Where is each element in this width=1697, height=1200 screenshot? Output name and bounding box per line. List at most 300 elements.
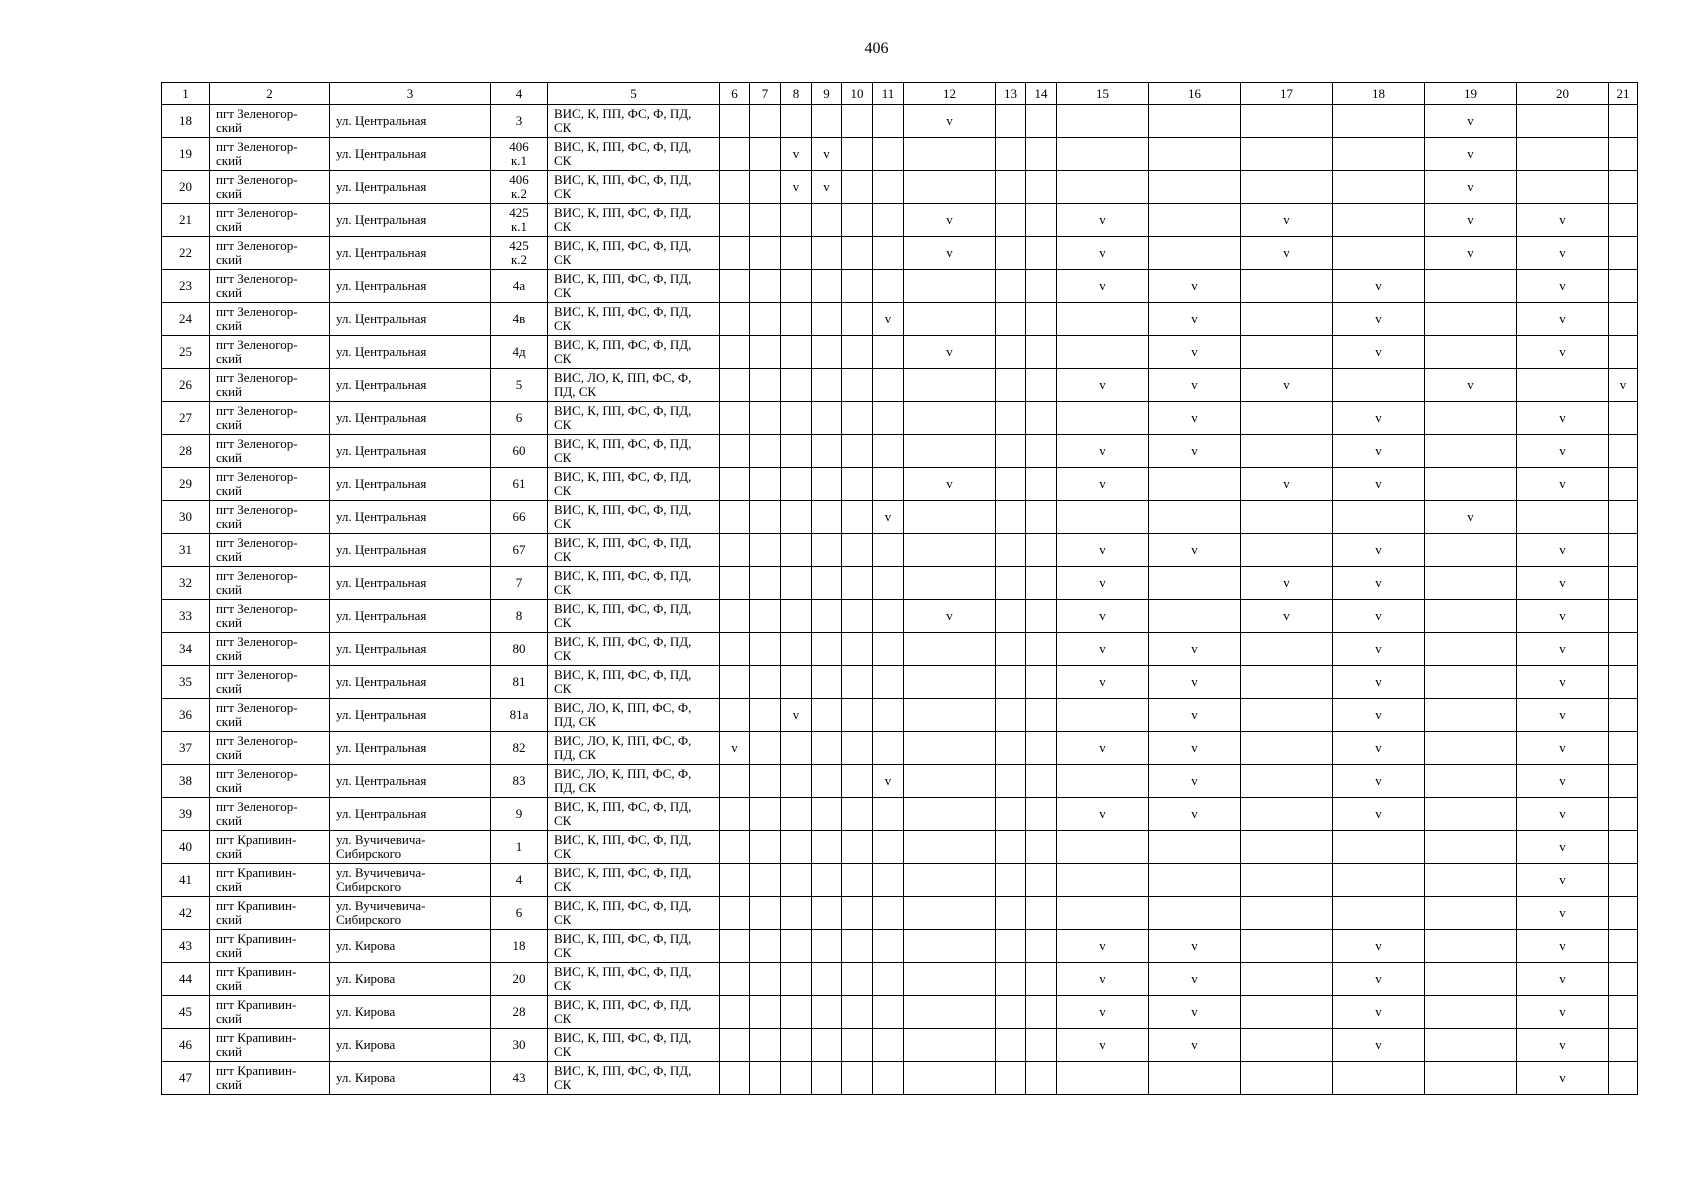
mark-cell-col-18: v [1333,1029,1425,1062]
mark-cell-col-15: v [1057,930,1149,963]
mark-cell-col-8 [781,1029,812,1062]
mark-cell-col-9 [812,765,842,798]
mark-cell-col-19 [1425,336,1517,369]
street-cell: ул. Центральная [330,270,491,303]
mark-cell-col-20 [1517,138,1609,171]
settlement-cell: пгт Зеленогор- ский [210,633,330,666]
mark-cell-col-10 [842,600,873,633]
mark-cell-col-21 [1609,963,1638,996]
mark-cell-col-11 [873,732,904,765]
objects-cell: ВИС, К, ПП, ФС, Ф, ПД, СК [548,567,720,600]
street-cell: ул. Центральная [330,105,491,138]
street-cell: ул. Вучичевича- Сибирского [330,897,491,930]
objects-cell: ВИС, К, ПП, ФС, Ф, ПД, СК [548,534,720,567]
mark-cell-col-17 [1241,435,1333,468]
mark-cell-col-17 [1241,699,1333,732]
mark-cell-col-8 [781,369,812,402]
mark-cell-col-7 [750,864,781,897]
mark-cell-col-6 [720,765,750,798]
row-number: 24 [162,303,210,336]
mark-cell-col-18: v [1333,765,1425,798]
mark-cell-col-20 [1517,171,1609,204]
mark-cell-col-9 [812,567,842,600]
street-cell: ул. Центральная [330,666,491,699]
mark-cell-col-12 [904,138,996,171]
street-cell: ул. Центральная [330,567,491,600]
mark-cell-col-21 [1609,633,1638,666]
mark-cell-col-11 [873,633,904,666]
mark-cell-col-20: v [1517,897,1609,930]
mark-cell-col-17 [1241,1062,1333,1095]
mark-cell-col-21 [1609,171,1638,204]
mark-cell-col-20: v [1517,402,1609,435]
street-cell: ул. Вучичевича- Сибирского [330,831,491,864]
mark-cell-col-9 [812,732,842,765]
street-cell: ул. Центральная [330,204,491,237]
row-number: 44 [162,963,210,996]
mark-cell-col-17 [1241,996,1333,1029]
table-row [162,1062,1638,1095]
mark-cell-col-12 [904,996,996,1029]
mark-cell-col-18 [1333,237,1425,270]
row-number: 45 [162,996,210,1029]
row-number: 26 [162,369,210,402]
mark-cell-col-17 [1241,732,1333,765]
mark-cell-col-16 [1149,600,1241,633]
mark-cell-col-7 [750,138,781,171]
mark-cell-col-12: v [904,204,996,237]
settlement-cell: пгт Зеленогор- ский [210,303,330,336]
mark-cell-col-17 [1241,864,1333,897]
mark-cell-col-17: v [1241,369,1333,402]
mark-cell-col-15 [1057,1062,1149,1095]
mark-cell-col-18: v [1333,534,1425,567]
mark-cell-col-16: v [1149,402,1241,435]
mark-cell-col-6 [720,468,750,501]
mark-cell-col-10 [842,930,873,963]
mark-cell-col-20: v [1517,864,1609,897]
mark-cell-col-15: v [1057,996,1149,1029]
mark-cell-col-10 [842,732,873,765]
mark-cell-col-6 [720,534,750,567]
mark-cell-col-16: v [1149,270,1241,303]
mark-cell-col-7 [750,633,781,666]
mark-cell-col-20: v [1517,600,1609,633]
street-cell: ул. Центральная [330,600,491,633]
row-number: 43 [162,930,210,963]
column-header-21: 21 [1609,83,1638,105]
house-number-cell: 1 [491,831,548,864]
mark-cell-col-14 [1026,1029,1057,1062]
mark-cell-col-21 [1609,567,1638,600]
mark-cell-col-19: v [1425,138,1517,171]
mark-cell-col-7 [750,501,781,534]
objects-cell: ВИС, ЛО, К, ПП, ФС, Ф, ПД, СК [548,369,720,402]
mark-cell-col-14 [1026,204,1057,237]
house-number-cell: 18 [491,930,548,963]
mark-cell-col-13 [996,798,1026,831]
mark-cell-col-12: v [904,336,996,369]
mark-cell-col-15: v [1057,468,1149,501]
mark-cell-col-19: v [1425,369,1517,402]
mark-cell-col-8 [781,336,812,369]
mark-cell-col-19 [1425,633,1517,666]
mark-cell-col-14 [1026,402,1057,435]
mark-cell-col-15: v [1057,435,1149,468]
mark-cell-col-11 [873,963,904,996]
mark-cell-col-13 [996,237,1026,270]
mark-cell-col-11 [873,798,904,831]
mark-cell-col-7 [750,237,781,270]
mark-cell-col-21 [1609,105,1638,138]
mark-cell-col-10 [842,435,873,468]
mark-cell-col-18: v [1333,732,1425,765]
mark-cell-col-6 [720,666,750,699]
mark-cell-col-7 [750,171,781,204]
mark-cell-col-18: v [1333,435,1425,468]
row-number: 36 [162,699,210,732]
mark-cell-col-10 [842,336,873,369]
row-number: 31 [162,534,210,567]
objects-cell: ВИС, К, ПП, ФС, Ф, ПД, СК [548,864,720,897]
mark-cell-col-11 [873,468,904,501]
mark-cell-col-12 [904,732,996,765]
mark-cell-col-19 [1425,534,1517,567]
mark-cell-col-12 [904,798,996,831]
street-cell: ул. Центральная [330,237,491,270]
objects-cell: ВИС, К, ПП, ФС, Ф, ПД, СК [548,402,720,435]
mark-cell-col-21 [1609,930,1638,963]
street-cell: ул. Центральная [330,303,491,336]
mark-cell-col-18: v [1333,798,1425,831]
mark-cell-col-14 [1026,435,1057,468]
street-cell: ул. Центральная [330,435,491,468]
table-row [162,501,1638,534]
street-cell: ул. Центральная [330,798,491,831]
table-row [162,633,1638,666]
mark-cell-col-20: v [1517,534,1609,567]
mark-cell-col-19 [1425,699,1517,732]
mark-cell-col-10 [842,534,873,567]
mark-cell-col-11 [873,1029,904,1062]
mark-cell-col-7 [750,798,781,831]
mark-cell-col-7 [750,534,781,567]
column-header-20: 20 [1517,83,1609,105]
mark-cell-col-12 [904,501,996,534]
mark-cell-col-13 [996,765,1026,798]
mark-cell-col-10 [842,270,873,303]
mark-cell-col-9 [812,831,842,864]
mark-cell-col-20: v [1517,1062,1609,1095]
street-cell: ул. Вучичевича- Сибирского [330,864,491,897]
mark-cell-col-15 [1057,699,1149,732]
mark-cell-col-11 [873,864,904,897]
mark-cell-col-10 [842,501,873,534]
mark-cell-col-17: v [1241,204,1333,237]
mark-cell-col-21 [1609,897,1638,930]
objects-cell: ВИС, К, ПП, ФС, Ф, ПД, СК [548,270,720,303]
column-header-3: 3 [330,83,491,105]
mark-cell-col-19: v [1425,105,1517,138]
settlement-cell: пгт Зеленогор- ский [210,732,330,765]
mark-cell-col-16: v [1149,534,1241,567]
mark-cell-col-15: v [1057,237,1149,270]
mark-cell-col-21 [1609,1062,1638,1095]
street-cell: ул. Кирова [330,1062,491,1095]
mark-cell-col-16: v [1149,996,1241,1029]
settlement-cell: пгт Крапивин- ский [210,864,330,897]
mark-cell-col-9 [812,369,842,402]
mark-cell-col-16 [1149,897,1241,930]
mark-cell-col-11 [873,567,904,600]
mark-cell-col-13 [996,930,1026,963]
mark-cell-col-15 [1057,864,1149,897]
mark-cell-col-16 [1149,831,1241,864]
mark-cell-col-6 [720,864,750,897]
mark-cell-col-9 [812,897,842,930]
row-number: 23 [162,270,210,303]
table-row [162,831,1638,864]
mark-cell-col-12 [904,303,996,336]
mark-cell-col-16: v [1149,1029,1241,1062]
mark-cell-col-12 [904,963,996,996]
mark-cell-col-19 [1425,963,1517,996]
settlement-cell: пгт Зеленогор- ский [210,666,330,699]
mark-cell-col-18: v [1333,600,1425,633]
row-number: 21 [162,204,210,237]
row-number: 39 [162,798,210,831]
mark-cell-col-7 [750,666,781,699]
mark-cell-col-19: v [1425,204,1517,237]
column-header-16: 16 [1149,83,1241,105]
mark-cell-col-20: v [1517,435,1609,468]
page-number: 406 [864,40,889,57]
mark-cell-col-12 [904,765,996,798]
mark-cell-col-18: v [1333,930,1425,963]
mark-cell-col-13 [996,171,1026,204]
mark-cell-col-8: v [781,699,812,732]
mark-cell-col-10 [842,765,873,798]
table-row [162,468,1638,501]
mark-cell-col-11 [873,996,904,1029]
mark-cell-col-16: v [1149,666,1241,699]
row-number: 30 [162,501,210,534]
mark-cell-col-10 [842,171,873,204]
mark-cell-col-19: v [1425,501,1517,534]
row-number: 41 [162,864,210,897]
mark-cell-col-21 [1609,1029,1638,1062]
mark-cell-col-11 [873,237,904,270]
mark-cell-col-14 [1026,237,1057,270]
street-cell: ул. Центральная [330,765,491,798]
mark-cell-col-8 [781,600,812,633]
mark-cell-col-15: v [1057,204,1149,237]
header-row [162,83,1638,105]
mark-cell-col-11 [873,171,904,204]
mark-cell-col-18: v [1333,666,1425,699]
mark-cell-col-14 [1026,633,1057,666]
mark-cell-col-6 [720,996,750,1029]
mark-cell-col-15: v [1057,567,1149,600]
mark-cell-col-12 [904,831,996,864]
mark-cell-col-20 [1517,501,1609,534]
mark-cell-col-18: v [1333,699,1425,732]
mark-cell-col-11: v [873,765,904,798]
mark-cell-col-6 [720,369,750,402]
street-cell: ул. Центральная [330,633,491,666]
mark-cell-col-14 [1026,138,1057,171]
mark-cell-col-16: v [1149,765,1241,798]
mark-cell-col-19 [1425,567,1517,600]
street-cell: ул. Центральная [330,699,491,732]
mark-cell-col-20: v [1517,798,1609,831]
mark-cell-col-8 [781,204,812,237]
column-header-5: 5 [548,83,720,105]
street-cell: ул. Кирова [330,996,491,1029]
house-number-cell: 4д [491,336,548,369]
mark-cell-col-7 [750,996,781,1029]
objects-cell: ВИС, К, ПП, ФС, Ф, ПД, СК [548,930,720,963]
mark-cell-col-10 [842,798,873,831]
mark-cell-col-13 [996,996,1026,1029]
street-cell: ул. Центральная [330,534,491,567]
mark-cell-col-7 [750,765,781,798]
house-number-cell: 66 [491,501,548,534]
mark-cell-col-11 [873,534,904,567]
mark-cell-col-7 [750,336,781,369]
mark-cell-col-6 [720,963,750,996]
mark-cell-col-18 [1333,171,1425,204]
mark-cell-col-9 [812,435,842,468]
mark-cell-col-15 [1057,831,1149,864]
mark-cell-col-12 [904,699,996,732]
data-table [161,82,1638,1095]
mark-cell-col-15: v [1057,798,1149,831]
mark-cell-col-8 [781,996,812,1029]
mark-cell-col-16: v [1149,633,1241,666]
mark-cell-col-11 [873,204,904,237]
house-number-cell: 20 [491,963,548,996]
mark-cell-col-16 [1149,1062,1241,1095]
house-number-cell: 8 [491,600,548,633]
mark-cell-col-16 [1149,138,1241,171]
mark-cell-col-8 [781,468,812,501]
mark-cell-col-15 [1057,501,1149,534]
mark-cell-col-17 [1241,270,1333,303]
mark-cell-col-9 [812,666,842,699]
column-header-12: 12 [904,83,996,105]
mark-cell-col-6 [720,501,750,534]
mark-cell-col-11 [873,402,904,435]
mark-cell-col-8 [781,534,812,567]
mark-cell-col-7 [750,105,781,138]
house-number-cell: 67 [491,534,548,567]
mark-cell-col-21 [1609,798,1638,831]
mark-cell-col-14 [1026,600,1057,633]
mark-cell-col-11 [873,699,904,732]
mark-cell-col-14 [1026,831,1057,864]
mark-cell-col-12: v [904,237,996,270]
column-header-1: 1 [162,83,210,105]
mark-cell-col-6 [720,897,750,930]
table-row [162,369,1638,402]
row-number: 25 [162,336,210,369]
objects-cell: ВИС, К, ПП, ФС, Ф, ПД, СК [548,105,720,138]
mark-cell-col-10 [842,303,873,336]
mark-cell-col-16: v [1149,930,1241,963]
mark-cell-col-13 [996,600,1026,633]
mark-cell-col-18: v [1333,270,1425,303]
mark-cell-col-7 [750,369,781,402]
street-cell: ул. Кирова [330,1029,491,1062]
mark-cell-col-15 [1057,402,1149,435]
mark-cell-col-12 [904,930,996,963]
mark-cell-col-13 [996,369,1026,402]
settlement-cell: пгт Крапивин- ский [210,1029,330,1062]
house-number-cell: 3 [491,105,548,138]
mark-cell-col-20 [1517,105,1609,138]
mark-cell-col-20: v [1517,765,1609,798]
mark-cell-col-9 [812,1062,842,1095]
mark-cell-col-16: v [1149,699,1241,732]
mark-cell-col-17 [1241,831,1333,864]
table-row [162,963,1638,996]
mark-cell-col-12 [904,666,996,699]
mark-cell-col-21 [1609,534,1638,567]
house-number-cell: 28 [491,996,548,1029]
mark-cell-col-11 [873,435,904,468]
mark-cell-col-18: v [1333,963,1425,996]
objects-cell: ВИС, ЛО, К, ПП, ФС, Ф, ПД, СК [548,732,720,765]
table-row [162,930,1638,963]
row-number: 18 [162,105,210,138]
mark-cell-col-15 [1057,171,1149,204]
mark-cell-col-17 [1241,138,1333,171]
mark-cell-col-11 [873,930,904,963]
mark-cell-col-10 [842,666,873,699]
mark-cell-col-14 [1026,1062,1057,1095]
mark-cell-col-9 [812,270,842,303]
mark-cell-col-18 [1333,204,1425,237]
row-number: 28 [162,435,210,468]
mark-cell-col-10 [842,1029,873,1062]
mark-cell-col-17: v [1241,468,1333,501]
mark-cell-col-7 [750,930,781,963]
mark-cell-col-17 [1241,633,1333,666]
mark-cell-col-13 [996,963,1026,996]
mark-cell-col-10 [842,633,873,666]
mark-cell-col-13 [996,105,1026,138]
mark-cell-col-8 [781,501,812,534]
mark-cell-col-20: v [1517,336,1609,369]
objects-cell: ВИС, К, ПП, ФС, Ф, ПД, СК [548,831,720,864]
mark-cell-col-19: v [1425,171,1517,204]
mark-cell-col-10 [842,1062,873,1095]
mark-cell-col-20: v [1517,633,1609,666]
mark-cell-col-12 [904,369,996,402]
mark-cell-col-6 [720,798,750,831]
mark-cell-col-12 [904,1029,996,1062]
mark-cell-col-8 [781,864,812,897]
mark-cell-col-19 [1425,1062,1517,1095]
mark-cell-col-15: v [1057,270,1149,303]
settlement-cell: пгт Крапивин- ский [210,1062,330,1095]
mark-cell-col-15 [1057,897,1149,930]
mark-cell-col-11: v [873,303,904,336]
column-header-17: 17 [1241,83,1333,105]
mark-cell-col-7 [750,303,781,336]
settlement-cell: пгт Зеленогор- ский [210,534,330,567]
